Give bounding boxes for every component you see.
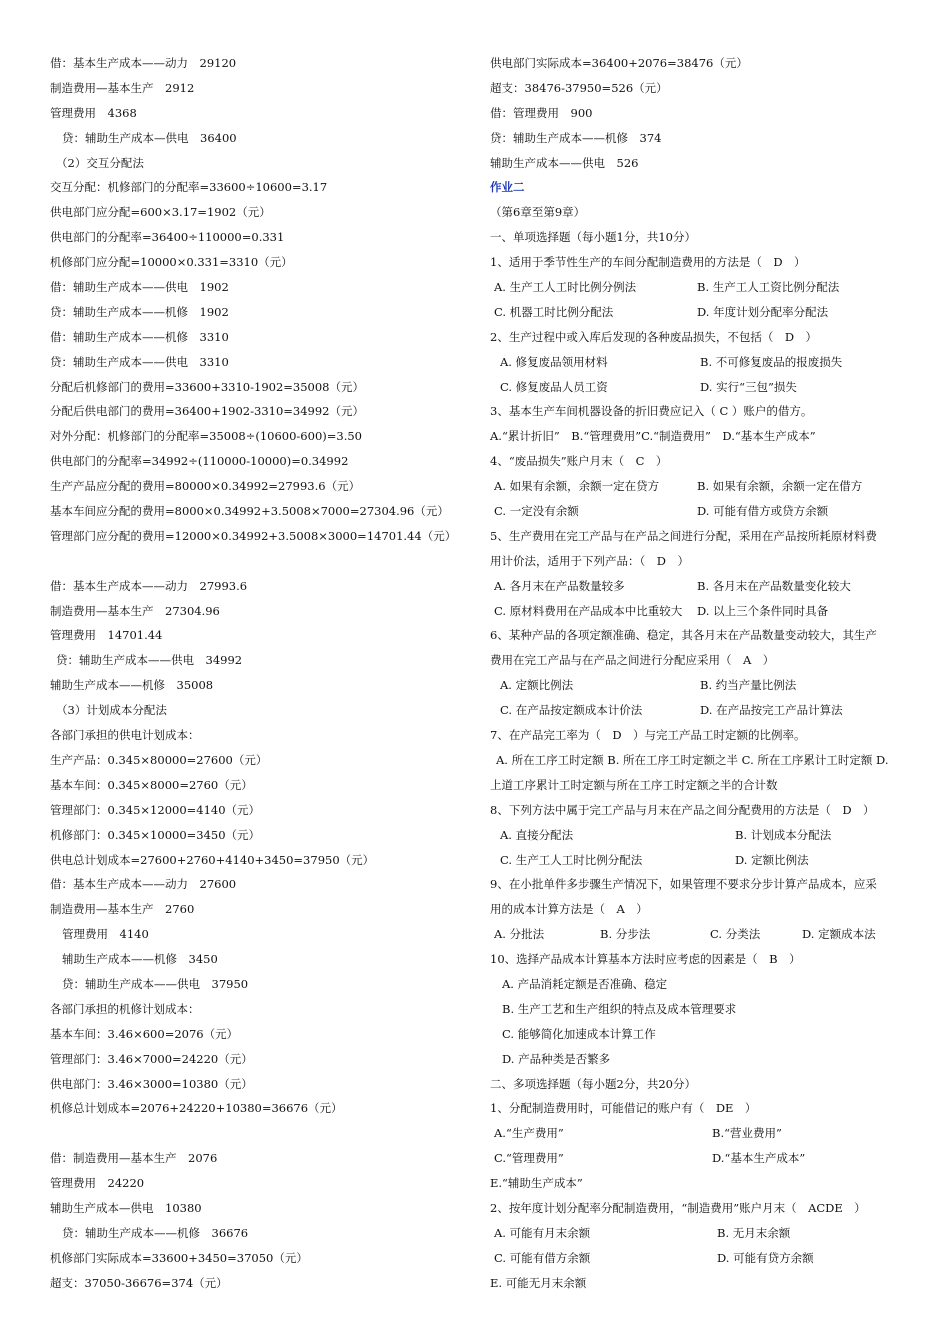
- question-options: [490, 376, 900, 401]
- question-options: [490, 475, 900, 500]
- option: C. 能够简化加速成本计算工作: [502, 1026, 656, 1041]
- option: A. 直接分配法: [500, 827, 574, 842]
- text-line: 借：基本生产成本——动力 27993.6: [50, 578, 248, 593]
- text-line: 基本车间：3.46×600=2076（元）: [50, 1026, 239, 1041]
- question-1: 1、适用于季节性生产的车间分配制造费用的方法是（ D ）: [490, 255, 806, 270]
- question-options: [490, 1247, 900, 1272]
- text-line: 贷：辅助生产成本——机修 374: [490, 130, 662, 145]
- text-line: 管理费用 4140: [62, 927, 149, 942]
- question-2: 2、生产过程中或入库后发现的各种废品损失，不包括（ D ）: [490, 329, 818, 344]
- text-line: 管理部门：0.345×12000=4140（元）: [50, 802, 261, 817]
- text-line: 借：基本生产成本——动力 29120: [50, 56, 237, 70]
- option: B. 约当产量比例法: [700, 678, 797, 693]
- text-line: 贷：辅助生产成本—供电 36400: [62, 130, 237, 145]
- option: B. 如果有余额，余额一定在借方: [697, 479, 863, 494]
- text-line: 超支：38476-37950=526（元）: [490, 80, 668, 95]
- option: C. 原材料费用在产品成本中比重较大: [494, 603, 683, 618]
- question-options: [490, 923, 900, 948]
- question-options: A. 所在工序工时定额 B. 所在工序工时定额之半 C. 所在工序累计工时定额 D.: [496, 752, 889, 767]
- option: D. 可能有贷方余额: [717, 1250, 814, 1265]
- text-line: 分配后机修部门的费用=33600+3310-1902=35008（元）: [50, 379, 364, 394]
- option: A. 产品消耗定额是否准确、稳定: [502, 976, 668, 991]
- text-line: 机修部门：0.345×10000=3450（元）: [50, 827, 261, 842]
- option: C. 生产工人工时比例分配法: [500, 852, 643, 867]
- question-options: [490, 1147, 900, 1172]
- multi-question-2: 2、按年度计划分配率分配制造费用，“制造费用”账户月末（ ACDE ）: [490, 1200, 866, 1215]
- text-line: 供电部门：3.46×3000=10380（元）: [50, 1076, 253, 1091]
- multi-question-1: 1、分配制造费用时，可能借记的账户有（ DE ）: [490, 1101, 757, 1116]
- option: C. 在产品按定额成本计价法: [500, 703, 643, 718]
- option: B. 计划成本分配法: [735, 827, 832, 842]
- option: D. 年度计划分配率分配法: [697, 304, 829, 319]
- option: A. 修复废品领用材料: [500, 354, 608, 369]
- left-column: [50, 52, 470, 1297]
- text-line: 辅助生产成本—供电 10380: [50, 1200, 202, 1215]
- blank-line: [50, 1122, 470, 1147]
- text-line: 各部门承担的供电计划成本：: [50, 728, 200, 743]
- text-line: 交互分配：机修部门的分配率=33600÷10600=3.17: [50, 180, 328, 195]
- text-line: 供电部门应分配=600×3.17=1902（元）: [50, 205, 271, 220]
- right-column: [490, 52, 900, 1297]
- question-4: 4、“废品损失”账户月末（ C ）: [490, 454, 668, 469]
- option: A. 如果有余额，余额一定在贷方: [494, 479, 660, 494]
- option: C. 一定没有余额: [494, 504, 579, 519]
- option: D. 以上三个条件同时具备: [697, 603, 829, 618]
- text-line: 机修部门应分配=10000×0.331=3310（元）: [50, 255, 293, 270]
- option: C. 修复废品人员工资: [500, 379, 608, 394]
- text-line: 基本车间应分配的费用=8000×0.34992+3.5008×7000=27304.96（元）: [50, 504, 449, 519]
- text-line: 供电总计划成本=27600+2760+4140+3450=37950（元）: [50, 852, 375, 867]
- question-5-cont: 用计价法，适用于下列产品：（ D ）: [490, 553, 689, 568]
- text-line: 辅助生产成本——供电 526: [490, 155, 639, 170]
- option: C. 可能有借方余额: [494, 1250, 591, 1265]
- question-options: [490, 674, 900, 699]
- option: B. 各月末在产品数量变化较大: [697, 578, 851, 593]
- option: A.“生产费用”: [494, 1126, 564, 1141]
- text-line: 借：管理费用 900: [490, 105, 593, 120]
- text-line: 贷：辅助生产成本——机修 1902: [50, 304, 229, 319]
- text-line: 借：基本生产成本——动力 27600: [50, 877, 237, 892]
- question-7: 7、在产品完工率为（ D ）与完工产品工时定额的比例率。: [490, 728, 806, 743]
- text-line: 管理费用 4368: [50, 105, 137, 120]
- question-6: 6、某种产品的各项定额准确、稳定，其各月末在产品数量变动较大，其生产: [490, 628, 877, 643]
- option: D. 产品种类是否繁多: [502, 1051, 611, 1066]
- text-line: 对外分配：机修部门的分配率=35008÷(10600-600)=3.50: [50, 429, 362, 444]
- text-line: 机修总计划成本=2076+24220+10380=36676（元）: [50, 1101, 343, 1116]
- text-line: 基本车间：0.345×8000=2760（元）: [50, 777, 253, 792]
- question-6-cont: 费用在完工产品与在产品之间进行分配应采用（ A ）: [490, 653, 775, 668]
- blank-line: [50, 550, 470, 575]
- section-title: 一、单项选择题（每小题1分，共10分）: [490, 230, 696, 245]
- option: B.“营业费用”: [712, 1126, 782, 1141]
- chapter-range: （第6章至第9章）: [490, 205, 586, 220]
- text-line: 借：制造费用—基本生产 2076: [50, 1151, 218, 1166]
- text-line: 管理部门应分配的费用=12000×0.34992+3.5008×3000=14701.44（元）: [50, 528, 457, 543]
- text-line: 制造费用—基本生产 2760: [50, 902, 195, 917]
- option: B. 生产工艺和生产组织的特点及成本管理要求: [502, 1001, 737, 1016]
- section-heading: 作业二: [490, 180, 525, 195]
- text-line: 辅助生产成本——机修 3450: [62, 952, 218, 967]
- question-options: [490, 500, 900, 525]
- text-line: 辅助生产成本——机修 35008: [50, 678, 214, 693]
- text-line: （2）交互分配法: [56, 155, 144, 170]
- option: D. 定额成本法: [802, 927, 876, 942]
- text-line: 借：辅助生产成本——机修 3310: [50, 329, 229, 344]
- question-9: 9、在小批单件多步骤生产情况下，如果管理不要求分步计算产品成本，应采: [490, 877, 877, 892]
- option: E.“辅助生产成本”: [490, 1176, 583, 1191]
- section-title: 二、多项选择题（每小题2分，共20分）: [490, 1076, 696, 1091]
- question-3: 3、基本生产车间机器设备的折旧费应记入（ C ）账户的借方。: [490, 404, 813, 419]
- question-options: [490, 600, 900, 625]
- question-options: [490, 699, 900, 724]
- text-line: 制造费用—基本生产 2912: [50, 80, 195, 95]
- question-8: 8、下列方法中属于完工产品与月末在产品之间分配费用的方法是（ D ）: [490, 802, 875, 817]
- text-line: 供电部门实际成本=36400+2076=38476（元）: [490, 56, 748, 70]
- text-line: （3）计划成本分配法: [56, 703, 167, 718]
- text-line: 贷：辅助生产成本——供电 37950: [62, 976, 249, 991]
- question-options: [490, 1222, 900, 1247]
- option: A. 生产工人工时比例分例法: [494, 280, 637, 295]
- question-5: 5、生产费用在完工产品与在产品之间进行分配，采用在产品按所耗原材料费: [490, 528, 877, 543]
- text-line: 分配后供电部门的费用=36400+1902-3310=34992（元）: [50, 404, 364, 419]
- text-line: 超支：37050-36676=374（元）: [50, 1275, 228, 1290]
- option: A. 分批法: [494, 927, 545, 942]
- option: B. 不可修复废品的报废损失: [700, 354, 843, 369]
- text-line: 生产产品应分配的费用=80000×0.34992=27993.6（元）: [50, 479, 361, 494]
- question-options: [490, 276, 900, 301]
- option: D. 定额比例法: [735, 852, 809, 867]
- question-options: [490, 575, 900, 600]
- option: D.“基本生产成本”: [712, 1151, 806, 1166]
- text-line: 机修部门实际成本=33600+3450=37050（元）: [50, 1250, 308, 1265]
- option: D. 在产品按完工产品计算法: [700, 703, 843, 718]
- option: B. 无月末余额: [717, 1225, 791, 1240]
- text-line: 贷：辅助生产成本——供电 3310: [50, 354, 229, 369]
- option: B. 生产工人工资比例分配法: [697, 280, 840, 295]
- option: B. 分步法: [600, 927, 651, 942]
- question-options-cont: 上道工序累计工时定额与所在工序工时定额之半的合计数: [490, 777, 778, 792]
- text-line: 生产产品：0.345×80000=27600（元）: [50, 752, 268, 767]
- option: D. 可能有借方或贷方余额: [697, 504, 829, 519]
- text-line: 管理部门：3.46×7000=24220（元）: [50, 1051, 253, 1066]
- question-options: [490, 849, 900, 874]
- question-9-cont: 用的成本计算方法是（ A ）: [490, 902, 648, 917]
- text-line: 各部门承担的机修计划成本：: [50, 1001, 200, 1016]
- question-options: [490, 1122, 900, 1147]
- option: C. 分类法: [710, 927, 761, 942]
- text-line: 贷：辅助生产成本——机修 36676: [62, 1225, 249, 1240]
- option: A. 各月末在产品数量较多: [494, 578, 625, 593]
- text-line: 管理费用 14701.44: [50, 628, 163, 643]
- text-line: 管理费用 24220: [50, 1176, 145, 1191]
- text-line: 供电部门的分配率=34992÷(110000-10000)=0.34992: [50, 454, 349, 469]
- option: E. 可能无月末余额: [490, 1275, 587, 1290]
- option: A. 定额比例法: [500, 678, 574, 693]
- question-options: [490, 824, 900, 849]
- text-line: 制造费用—基本生产 27304.96: [50, 603, 220, 618]
- option: C.“管理费用”: [494, 1151, 564, 1166]
- question-options: A.“累计折旧” B.“管理费用”C.“制造费用” D.“基本生产成本”: [490, 429, 816, 444]
- text-line: 供电部门的分配率=36400÷110000=0.331: [50, 230, 285, 245]
- text-line: 贷：辅助生产成本——供电 34992: [56, 653, 243, 668]
- option: D. 实行“三包”损失: [700, 379, 797, 394]
- question-10: 10、选择产品成本计算基本方法时应考虑的因素是（ B ）: [490, 952, 801, 967]
- option: A. 可能有月末余额: [494, 1225, 591, 1240]
- text-line: 借：辅助生产成本——供电 1902: [50, 280, 229, 295]
- option: C. 机器工时比例分配法: [494, 304, 614, 319]
- question-options: [490, 351, 900, 376]
- question-options: [490, 301, 900, 326]
